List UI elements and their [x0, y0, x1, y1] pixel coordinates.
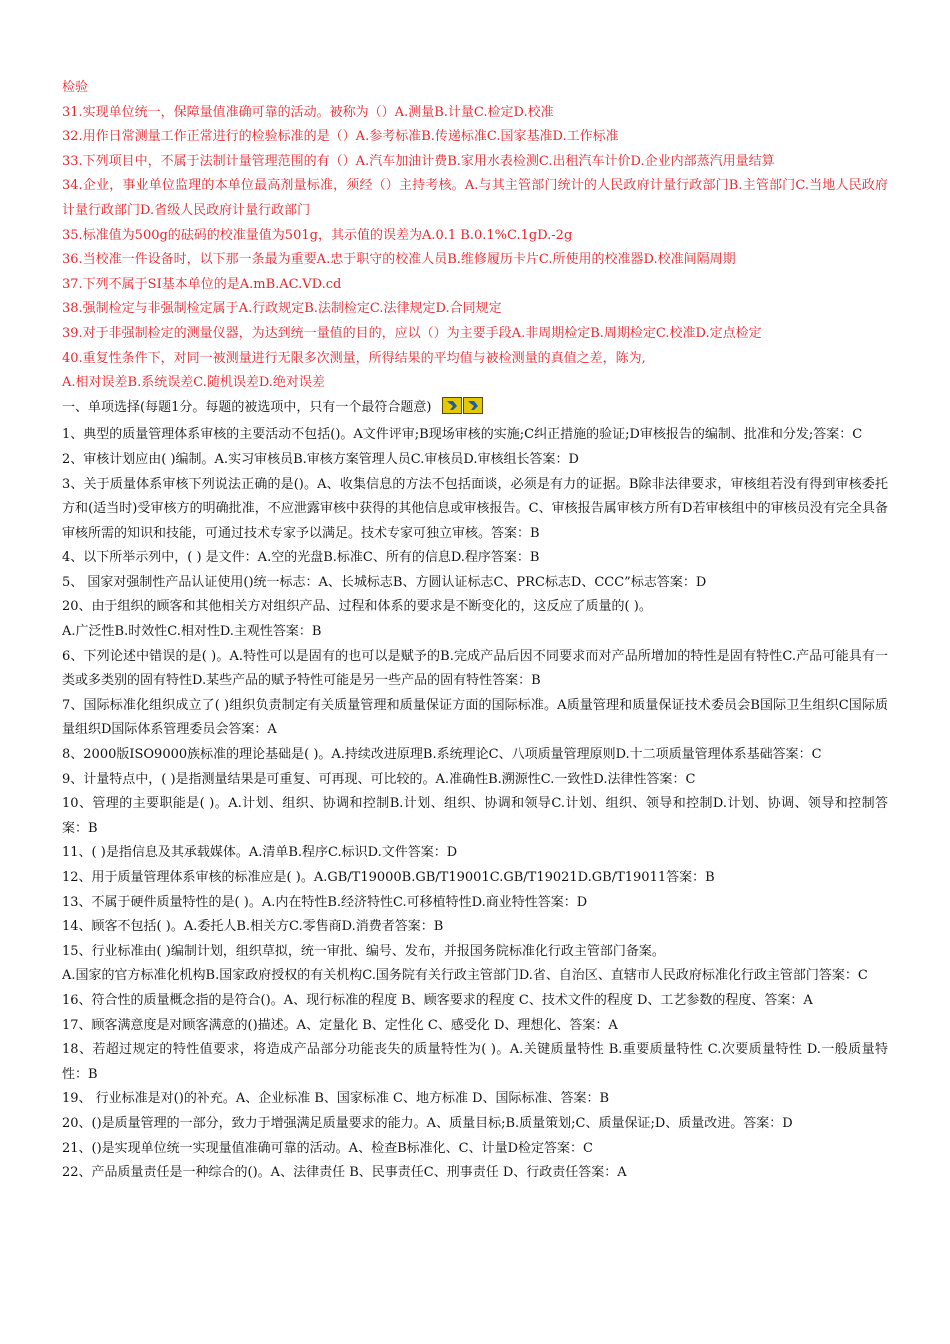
question-item: 37.下列不属于SI基本单位的是A.mB.AC.VD.cd	[62, 276, 342, 292]
question-item: 31.实现单位统一，保障量值准确可靠的活动。被称为（）A.测量B.计量C.检定D.校准	[62, 104, 554, 120]
question-item: 32.用作日常测量工作正常进行的检验标准的是（）A.参考标准B.传递标准C.国家基准D.工作标准	[62, 129, 619, 145]
document-page	[62, 76, 888, 1186]
question-item: 19、 行业标准是对()的补充。A、企业标准 B、国家标准 C、地方标准 D、国际标准、答案：B	[62, 1091, 610, 1107]
question-item: 7、国际标准化组织成立了( )组织负责制定有关质量管理和质量保证方面的国际标准。A质量管理和质量保证技术委员会B国际卫生组织C国际质量组织D国际体系管理委员会答案：A	[62, 697, 888, 738]
red-question-list	[62, 101, 888, 396]
question-item: 1、典型的质量管理体系审核的主要活动不包括()。A文件评审;B现场审核的实施;C纠正措施的验证;D审核报告的编制、批准和分发;答案：C	[62, 427, 863, 443]
section-title: 一、单项选择(每题1分。每题的被选项中，只有一个最符合题意)	[62, 399, 432, 415]
question-item: 11、( )是指信息及其承载媒体。A.清单B.程序C.标识D.文件答案：D	[62, 845, 458, 861]
question-item: 22、产品质量责任是一种综合的()。A、法律责任 B、民事责任C、刑事责任 D、行政责任答案：A	[62, 1165, 627, 1181]
question-item: 36.当校准一件设备时，以下那一条最为重要A.忠于职守的校准人员B.维修履历卡片C.所使用的校准器D.校准间隔周期	[62, 252, 736, 268]
question-item: 15、行业标准由( )编制计划，组织草拟，统一审批、编号、发布，并报国务院标准化行政主管部门备案。	[62, 943, 665, 959]
question-item: 40.重复性条件下，对同一被测量进行无限多次测量，所得结果的平均值与被检测量的真值之差，陈为,	[62, 350, 646, 366]
question-item: 14、顾客不包括( )。A.委托人B.相关方C.零售商D.消费者答案：B	[62, 919, 444, 935]
question-item: 21、()是实现单位统一实现量值准确可靠的活动。A、检查B标准化、C、计量D检定答案：C	[62, 1140, 593, 1156]
question-list	[62, 423, 888, 1185]
prev-arrow-icon[interactable]	[442, 397, 462, 414]
question-item: 38.强制检定与非强制检定属于A.行政规定B.法制检定C.法律规定D.合同规定	[62, 301, 502, 317]
question-item: 18、若超过规定的特性值要求，将造成产品部分功能丧失的质量特性为( )。A.关键质量特性 B.重要质量特性 C.次要质量特性 D.一般质量特性：B	[62, 1042, 888, 1082]
question-item: A.国家的官方标准化机构B.国家政府授权的有关机构C.国务院有关行政主管部门D.省、自治区、直辖市人民政府标准化行政主管部门答案：C	[62, 968, 868, 984]
question-item: 13、不属于硬件质量特性的是( )。A.内在特性B.经济特性C.可移植特性D.商业特性答案：D	[62, 894, 588, 910]
question-item: 20、()是质量管理的一部分，致力于增强满足质量要求的能力。A、质量目标;B.质量策划;C、质量保证;D、质量改进。答案：D	[62, 1115, 793, 1131]
question-item: 6、下列论述中错误的是( )。A.特性可以是固有的也可以是赋予的B.完成产品后因不同要求而对产品所增加的特性是固有特性C.产品可能具有一类或多类别的固有特性D.某些产品的赋予特性可能是另一些产品的固有特性答案：B	[62, 648, 888, 689]
question-item: 20、由于组织的顾客和其他相关方对组织产品、过程和体系的要求是不断变化的，这反应了质量的( )。	[62, 599, 652, 615]
question-item: 12、用于质量管理体系审核的标准应是( )。A.GB/T19000B.GB/T19001C.GB/T19021D.GB/T19011答案：B	[62, 870, 715, 885]
question-item: 16、符合性的质量概念指的是符合()。A、现行标准的程度 B、顾客要求的程度 C、技术文件的程度 D、工艺参数的程度、答案：A	[62, 992, 813, 1008]
next-arrow-icon[interactable]	[463, 397, 483, 414]
question-item: 33.下列项目中，不属于法制计量管理范围的有（）A.汽车加油计费B.家用水表检测C.出租汽车计价D.企业内部蒸汽用量结算	[62, 153, 775, 169]
question-item: 2、审核计划应由( )编制。A.实习审核员B.审核方案管理人员C.审核员D.审核组长答案：D	[62, 451, 579, 467]
question-item: 35.标准值为500g的砝码的校准量值为501g，其示值的误差为A.0.1 B.0.1%C.1gD.-2g	[62, 227, 573, 243]
question-item: 39.对于非强制检定的测量仪器，为达到统一量值的目的，应以（）为主要手段A.非周期检定B.周期检定C.校准D.定点检定	[62, 325, 762, 341]
section-title-line	[62, 396, 888, 424]
question-item: 17、顾客满意度是对顾客满意的()描述。A、定量化 B、定性化 C、感受化 D、理想化、答案：A	[62, 1017, 618, 1033]
nav-icon-group[interactable]	[442, 397, 484, 424]
question-item: 4、以下所举示列中，( ) 是文件：A.空的光盘B.标准C、所有的信息D.程序答案：B	[62, 550, 540, 566]
question-item: 5、 国家对强制性产品认证使用()统一标志：A、长城标志B、方圆认证标志C、PRC标志D、CCC”标志答案：D	[62, 574, 707, 590]
question-item: A.广泛性B.时效性C.相对性D.主观性答案：B	[62, 624, 322, 640]
question-item: 9、计量特点中，( )是指测量结果是可重复、可再现、可比较的。A.准确性B.溯源性C.一致性D.法律性答案：C	[62, 771, 696, 787]
question-item: 34.企业，事业单位监理的本单位最高剂量标准，须经（）主持考核。A.与其主管部门统计的人民政府计量行政部门B.主管部门C.当地人民政府计量行政部门D.省级人民政府计量行政部门	[62, 178, 888, 218]
question-item: A.相对误差B.系统误差C.随机误差D.绝对误差	[62, 375, 325, 391]
question-item: 8、2000版ISO9000族标准的理论基础是( )。A.持续改进原理B.系统理论C、八项质量管理原则D.十二项质量管理体系基础答案：C	[62, 747, 822, 763]
question-item: 3、关于质量体系审核下列说法正确的是()。A、收集信息的方法不包括面谈，必须是有力的证据。B除非法律要求，审核组若没有得到审核委托方和(适当时)受审核方的明确批准，不应泄露审核中获得的其他信息或审核报告。C、审核报告属审核方所有D若审核组中的审核员没有完全具备审核所需的知识和技能，可通过技术专家予以满足。技术专家可独立审核。答案：B	[62, 476, 888, 541]
section-heading: 检验	[62, 80, 89, 95]
question-item: 10、管理的主要职能是( )。A.计划、组织、协调和控制B.计划、组织、协调和领导C.计划、组织、领导和控制D.计划、协调、领导和控制答案：B	[62, 796, 888, 836]
